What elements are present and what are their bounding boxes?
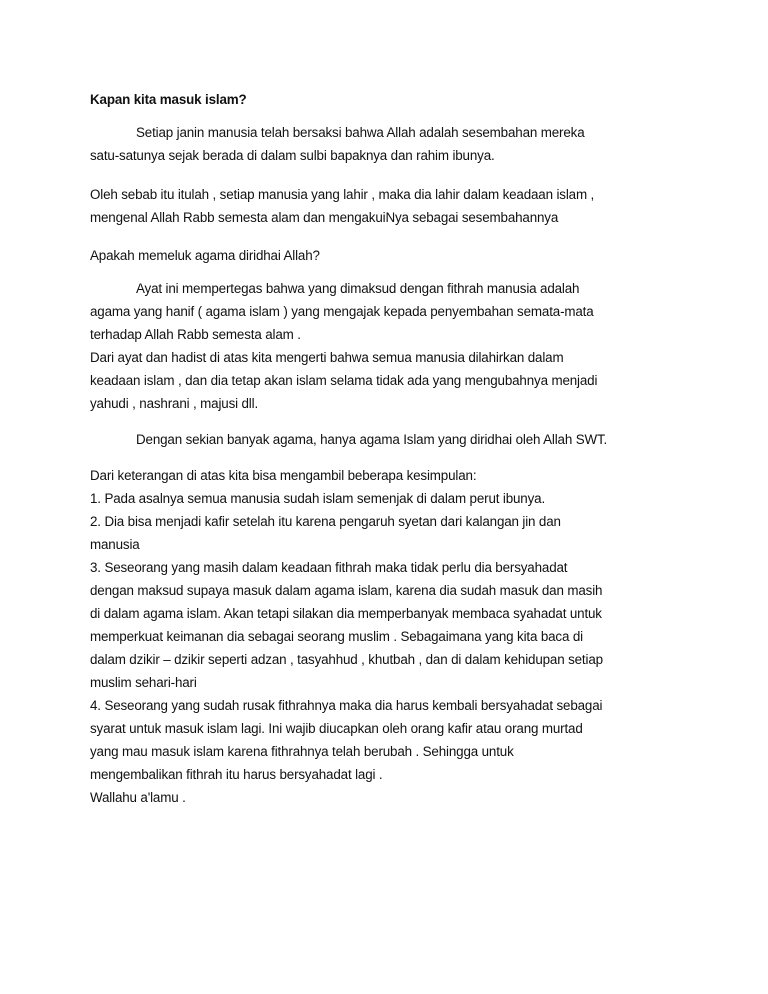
list-item: syarat untuk masuk islam lagi. Ini wajib diucapkan oleh orang kafir atau orang murtad [90,721,583,736]
list-item: mengembalikan fithrah itu harus bersyahadat lagi . [90,767,383,782]
list-item: manusia [90,537,140,552]
list-item: 2. Dia bisa menjadi kafir setelah itu karena pengaruh syetan dari kalangan jin dan [90,514,561,529]
paragraph-line: yahudi , nashrani , majusi dll. [90,396,259,411]
list-item: yang mau masuk islam karena fithrahnya telah berubah . Sehingga untuk [90,744,514,759]
paragraph-line: Oleh sebab itu itulah , setiap manusia yang lahir , maka dia lahir dalam keadaan islam , [90,187,595,202]
document-title: Kapan kita masuk islam? [90,92,247,107]
list-item: dalam dzikir – dzikir seperti adzan , tasyahhud , khutbah , dan di dalam kehidupan setiap [90,652,603,667]
list-item: 3. Seseorang yang masih dalam keadaan fithrah maka tidak perlu dia bersyahadat [90,560,568,575]
list-item: di dalam agama islam. Akan tetapi silakan dia memperbanyak membaca syahadat untuk [90,606,602,621]
paragraph-line: Dengan sekian banyak agama, hanya agama Islam yang diridhai oleh Allah SWT. [136,432,608,447]
paragraph-line: Dari keterangan di atas kita bisa mengambil beberapa kesimpulan: [90,468,477,483]
paragraph-line: agama yang hanif ( agama islam ) yang mengajak kepada penyembahan semata-mata [90,304,594,319]
list-item: dengan maksud supaya masuk dalam agama islam, karena dia sudah masuk dan masih [90,583,603,598]
paragraph-line: satu-satunya sejak berada di dalam sulbi bapaknya dan rahim ibunya. [90,148,495,163]
paragraph-line: keadaan islam , dan dia tetap akan islam selama tidak ada yang mengubahnya menjadi [90,373,598,388]
paragraph-line: Ayat ini mempertegas bahwa yang dimaksud dengan fithrah manusia adalah [136,281,580,296]
closing-line: Wallahu a'lamu . [90,790,186,805]
paragraph-line: Dari ayat dan hadist di atas kita mengerti bahwa semua manusia dilahirkan dalam [90,350,564,365]
list-item: 1. Pada asalnya semua manusia sudah islam semenjak di dalam perut ibunya. [90,491,546,506]
list-item: 4. Seseorang yang sudah rusak fithrahnya maka dia harus kembali bersyahadat sebagai [90,698,603,713]
list-item: memperkuat keimanan dia sebagai seorang muslim . Sebagaimana yang kita baca di [90,629,583,644]
paragraph-line: mengenal Allah Rabb semesta alam dan mengakuiNya sebagai sesembahannya [90,210,559,225]
paragraph-line: terhadap Allah Rabb semesta alam . [90,327,301,342]
list-item: muslim sehari-hari [90,675,197,690]
section-question: Apakah memeluk agama diridhai Allah? [90,248,320,263]
paragraph-line: Setiap janin manusia telah bersaksi bahwa Allah adalah sesembahan mereka [136,125,585,140]
